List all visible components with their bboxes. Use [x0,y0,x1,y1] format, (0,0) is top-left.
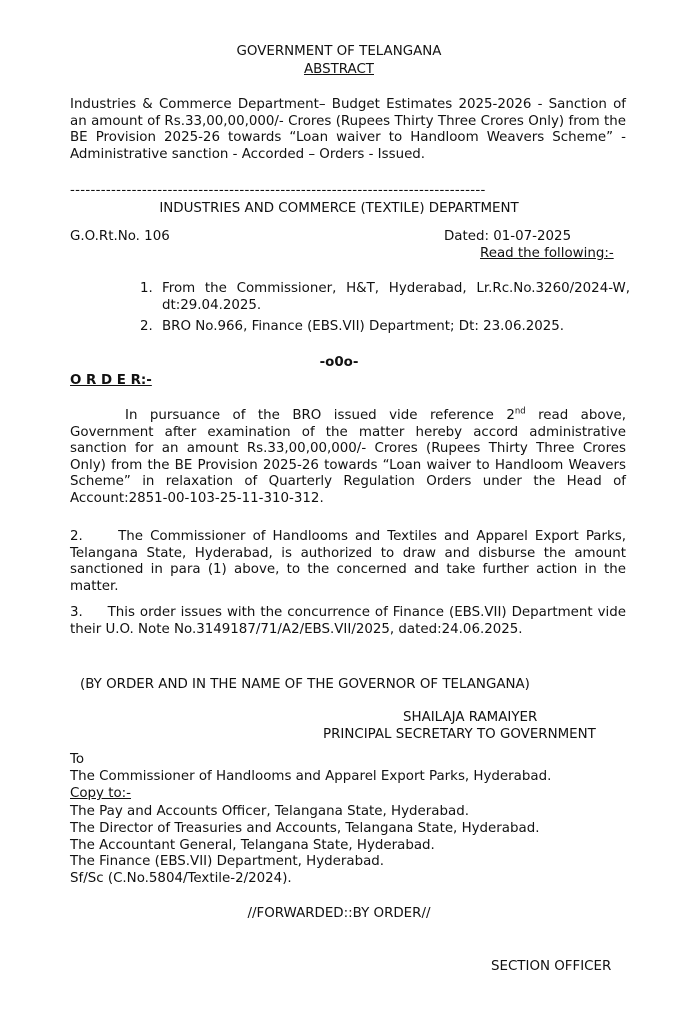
section-divider-mark: -o0o- [319,355,359,370]
order-paragraph-2: 2. The Commissioner of Handlooms and Textiles and Apparel Export Parks, Telangana State, Hyderabad, is authorized to draw and disburse the amount sanctioned in para (1) above, to the concerned and take further action in the matter. [70,529,626,594]
order-date: Dated: 01-07-2025 [444,229,572,244]
copy-to-list [70,804,539,888]
reference-text: BRO No.966, Finance (EBS.VII) Department; Dt: 23.06.2025. [162,319,565,334]
government-heading: GOVERNMENT OF TELANGANA [236,44,442,59]
copy-to-label: Copy to:- [70,786,132,801]
signatory-name: SHAILAJA RAMAIYER [403,710,538,725]
section-officer: SECTION OFFICER [491,959,612,974]
to-addressee: The Commissioner of Handlooms and Apparel Export Parks, Hyderabad. [70,769,552,784]
read-following-label: Read the following:- [480,246,614,261]
to-label: To [70,752,85,767]
paragraph-text: read above, Government after examination of the matter hereby accord administrative sanction for an amount Rs.33,00,00,000/- Crores (Rupees Thirty Three Crores Only) from the BE Provision 2025-26 towards “Loan waiver to Handloom Weavers Scheme” in relaxation of Quarterly Regulation Orders under the Head of Account:2851-00-103-25-11-310-312. [70,408,626,506]
by-order-line: (BY ORDER AND IN THE NAME OF THE GOVERNOR OF TELANGANA) [80,677,530,692]
copy-to-recipient: The Accountant General, Telangana State, Hyderabad. [70,837,435,853]
signatory-designation: PRINCIPAL SECRETARY TO GOVERNMENT [323,727,596,742]
ordinal-suffix: nd [514,406,526,417]
order-heading: O R D E R:- [70,373,152,388]
reference-number: 1. [140,281,153,296]
forwarded-line: //FORWARDED::BY ORDER// [247,906,431,921]
separator-line: --------------------------------------------------------------------------------- [70,183,486,198]
subject-abstract: Industries & Commerce Department– Budget Estimates 2025-2026 - Sanction of an amount of Rs.33,00,00,000/- Crores (Rupees Thirty Three Crores Only) from the BE Provision 2025-26 towards “Loan waiver to Handloom Weavers Scheme” - Administrative sanction - Accorded – Orders - Issued. [70,97,626,162]
copy-to-recipient: Sf/Sc (C.No.5804/Textile-2/2024). [70,871,292,887]
reference-item [140,319,630,336]
go-number: G.O.Rt.No. 106 [70,229,170,244]
reference-number: 2. [140,319,153,334]
order-paragraph-3: 3. This order issues with the concurrence of Finance (EBS.VII) Department vide their U.O. Note No.3149187/71/A2/EBS.VII/2025, dated:24.06.2025. [70,605,626,637]
department-heading: INDUSTRIES AND COMMERCE (TEXTILE) DEPARTMENT [159,201,519,216]
reference-text: From the Commissioner, H&T, Hyderabad, Lr.Rc.No.3260/2024-W, dt:29.04.2025. [162,281,630,313]
abstract-heading: ABSTRACT [303,62,374,77]
reference-item [140,281,630,314]
order-paragraph-1 [70,408,626,508]
copy-to-recipient: The Pay and Accounts Officer, Telangana State, Hyderabad. [70,804,469,819]
copy-to-recipient: The Finance (EBS.VII) Department, Hyderabad. [70,854,385,870]
copy-to-recipient: The Director of Treasuries and Accounts, Telangana State, Hyderabad. [70,820,540,836]
paragraph-text: In pursuance of the BRO issued vide reference 2 [125,408,515,423]
